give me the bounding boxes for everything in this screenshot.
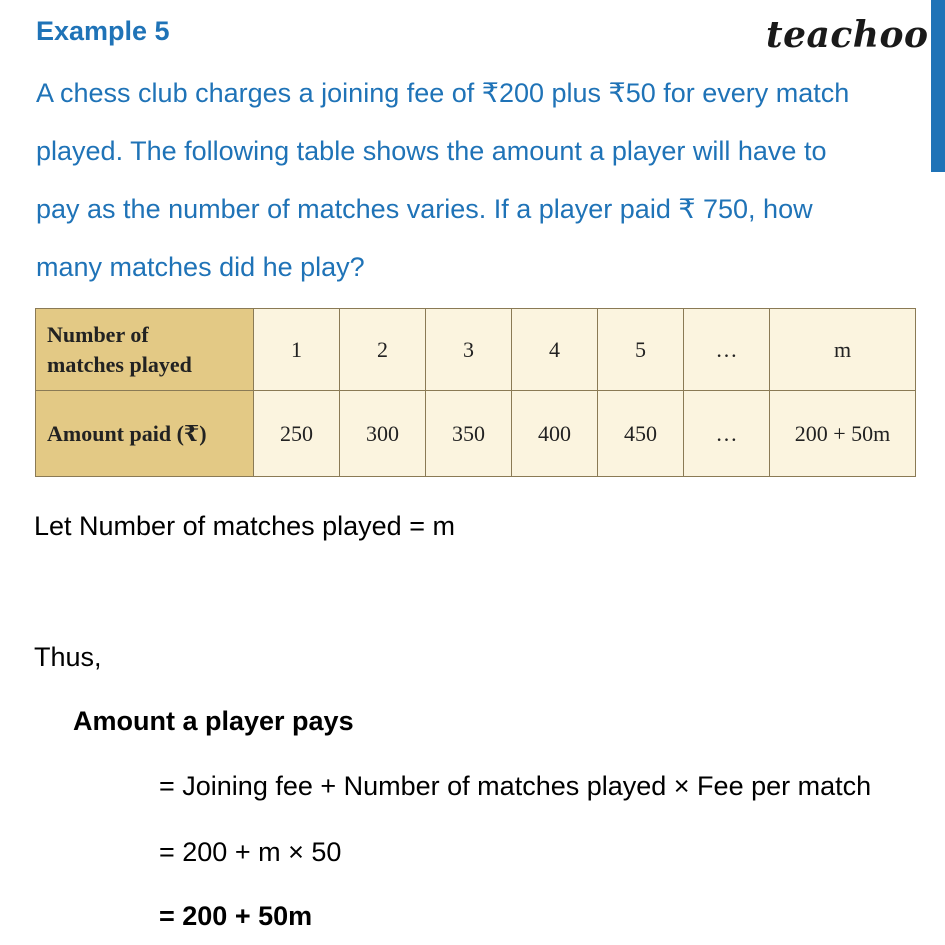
solution-step: = Joining fee + Number of matches played × Fee per match bbox=[159, 771, 872, 801]
row-header-line: matches played bbox=[47, 351, 192, 377]
table-cell: 300 bbox=[340, 391, 426, 477]
table-cell: 400 bbox=[512, 391, 598, 477]
table-row bbox=[36, 309, 916, 391]
table-cell: 450 bbox=[598, 391, 684, 477]
row-header-line: Amount paid (₹) bbox=[47, 420, 207, 446]
question-text bbox=[36, 64, 916, 296]
question-line: played. The following table shows the amount a player will have to bbox=[36, 136, 827, 166]
table-cell: … bbox=[684, 309, 770, 391]
table-cell: 4 bbox=[512, 309, 598, 391]
question-line: A chess club charges a joining fee of ₹200 plus ₹50 for every match bbox=[36, 78, 850, 108]
table-cell: m bbox=[770, 309, 916, 391]
amount-title: Amount a player pays bbox=[73, 706, 354, 736]
table-cell: 5 bbox=[598, 309, 684, 391]
table-row bbox=[36, 391, 916, 477]
teachoo-logo: teachoo bbox=[766, 14, 929, 56]
question-line: many matches did he play? bbox=[36, 252, 365, 282]
example-heading: Example 5 bbox=[36, 16, 170, 46]
solution-step: = 200 + m × 50 bbox=[159, 837, 342, 867]
table-cell: … bbox=[684, 391, 770, 477]
row-header-matches bbox=[36, 309, 254, 391]
row-header-amount bbox=[36, 391, 254, 477]
table-cell: 250 bbox=[254, 391, 340, 477]
table-cell: 3 bbox=[426, 309, 512, 391]
table-cell: 200 + 50m bbox=[770, 391, 916, 477]
let-statement: Let Number of matches played = m bbox=[34, 511, 455, 541]
table-cell: 350 bbox=[426, 391, 512, 477]
table-cell: 1 bbox=[254, 309, 340, 391]
thus-label: Thus, bbox=[34, 642, 102, 672]
matches-table bbox=[35, 308, 916, 477]
row-header-line: Number of bbox=[47, 321, 149, 347]
table-cell: 2 bbox=[340, 309, 426, 391]
accent-bar bbox=[931, 0, 945, 172]
question-line: pay as the number of matches varies. If a player paid ₹ 750, how bbox=[36, 194, 813, 224]
solution-result: = 200 + 50m bbox=[159, 901, 313, 931]
